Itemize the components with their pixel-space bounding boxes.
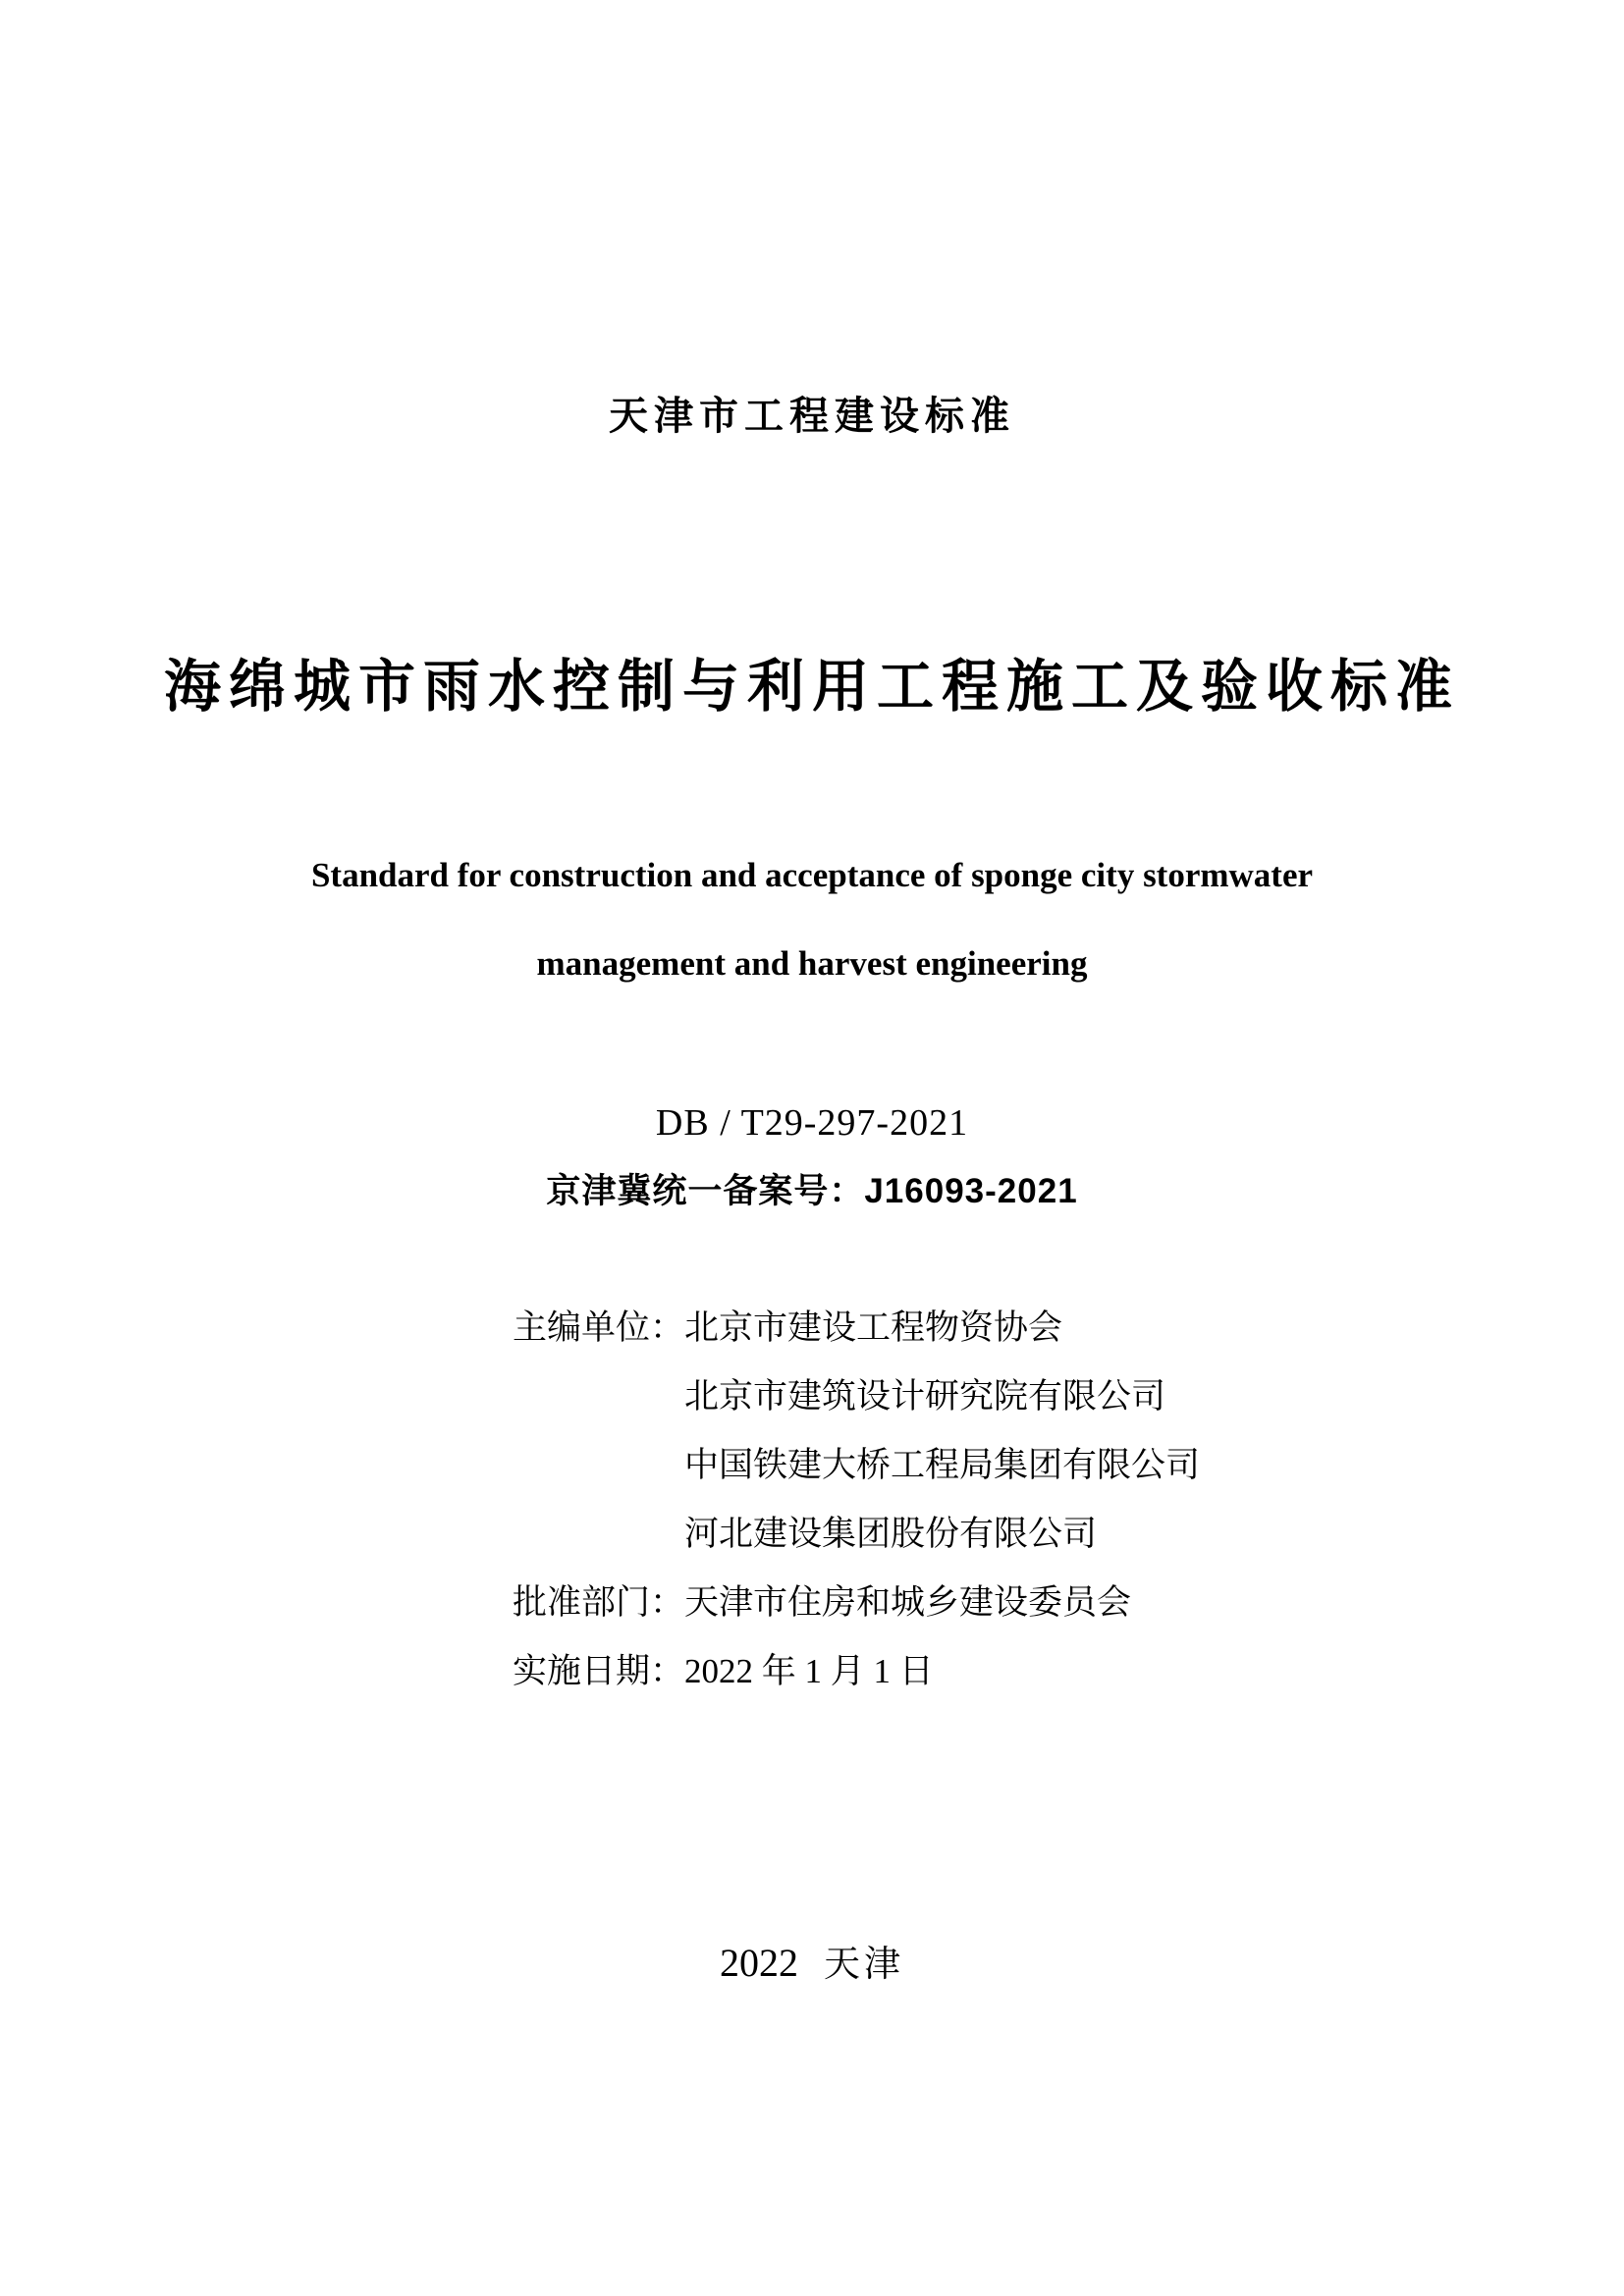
chief-editor-row — [513, 1500, 1200, 1569]
chief-editor-row — [513, 1362, 1200, 1431]
chief-editor-org-2: 北京市建筑设计研究院有限公司 — [684, 1377, 1166, 1415]
approval-department-value: 天津市住房和城乡建设委员会 — [684, 1583, 1132, 1622]
title-english-line1: Standard for construction and acceptance of sponge city stormwater — [310, 856, 1314, 894]
implementation-date-value: 2022 年 1 月 1 日 — [684, 1652, 934, 1690]
record-number: 京津冀统一备案号：J16093-2021 — [546, 1172, 1078, 1210]
implementation-date-label: 实施日期： — [513, 1652, 685, 1690]
chief-editor-label: 主编单位： — [513, 1308, 685, 1347]
title-english-line2: management and harvest engineering — [536, 944, 1088, 983]
info-block — [513, 1294, 1200, 1706]
chief-editor-row — [513, 1431, 1200, 1500]
approval-department-label: 批准部门： — [513, 1583, 685, 1622]
publication-city: 天津 — [824, 1944, 904, 1984]
title-chinese: 海绵城市雨水控制与利用工程施工及验收标准 — [163, 655, 1460, 719]
implementation-row — [513, 1637, 1200, 1706]
category-label: 天津市工程建设标准 — [609, 395, 1015, 438]
standard-code: DB / T29-297-2021 — [655, 1102, 969, 1144]
chief-editor-org-3: 中国铁建大桥工程局集团有限公司 — [684, 1446, 1201, 1484]
chief-editor-row — [513, 1294, 1200, 1362]
chief-editor-org-4: 河北建设集团股份有限公司 — [684, 1515, 1098, 1553]
publication-footer — [0, 1934, 1624, 1987]
publication-year: 2022 — [720, 1941, 798, 1985]
chief-editor-org-1: 北京市建设工程物资协会 — [684, 1308, 1063, 1347]
approval-row — [513, 1569, 1200, 1637]
